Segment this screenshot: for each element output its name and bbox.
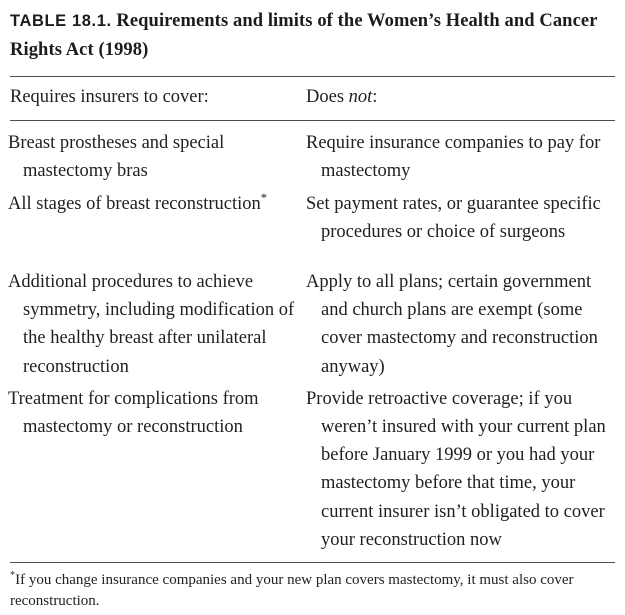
table-cell-left-text: All stages of breast reconstruction	[8, 193, 261, 214]
table-cell-right: Require insurance companies to pay for mastectomy	[306, 133, 601, 182]
table-row	[8, 190, 617, 246]
footnote-marker-icon: *	[10, 570, 16, 582]
table-row	[8, 385, 617, 554]
column-header-right	[306, 83, 617, 111]
column-header-right-emphasis: not	[348, 87, 373, 107]
table-header-row	[8, 77, 617, 113]
table-number-label: TABLE 18.1.	[10, 12, 112, 30]
table-cell-left: Additional procedures to achieve symmetry, including modification of the healthy breast after unilateral reconstruction	[8, 272, 295, 377]
table-cell-right: Provide retroactive coverage; if you weren’t insured with your current plan before January 1999 or you had your mastectomy before that time, your current insurer isn’t obligated to cover your reconstruction now	[306, 388, 606, 550]
table-caption	[8, 0, 617, 65]
column-header-right-suffix: :	[372, 87, 378, 107]
column-header-left: Requires insurers to cover:	[10, 87, 209, 107]
table-title-text: Requirements and limits of the Women’s Health and Cancer Rights Act (1998)	[10, 11, 598, 60]
table-row	[8, 268, 617, 381]
table-cell-left: Treatment for complications from mastectomy or reconstruction	[8, 388, 259, 438]
table-cell-left: Breast prostheses and special mastectomy bras	[8, 133, 225, 182]
table-row	[8, 129, 617, 185]
footnote-marker-icon: *	[260, 190, 268, 205]
table-cell-right: Set payment rates, or guarantee specific procedures or choice of surgeons	[306, 193, 601, 242]
table-cell-right: Apply to all plans; certain government and church plans are exempt (some cover mastectomy and reconstruction anyway)	[306, 272, 598, 377]
table-footnote	[8, 563, 617, 612]
table-body	[8, 121, 617, 554]
table-cell-left	[8, 190, 306, 218]
column-header-right-prefix: Does	[306, 87, 349, 107]
footnote-text: If you change insurance companies and your new plan covers mastectomy, it must also cover reconstruction.	[10, 572, 574, 610]
